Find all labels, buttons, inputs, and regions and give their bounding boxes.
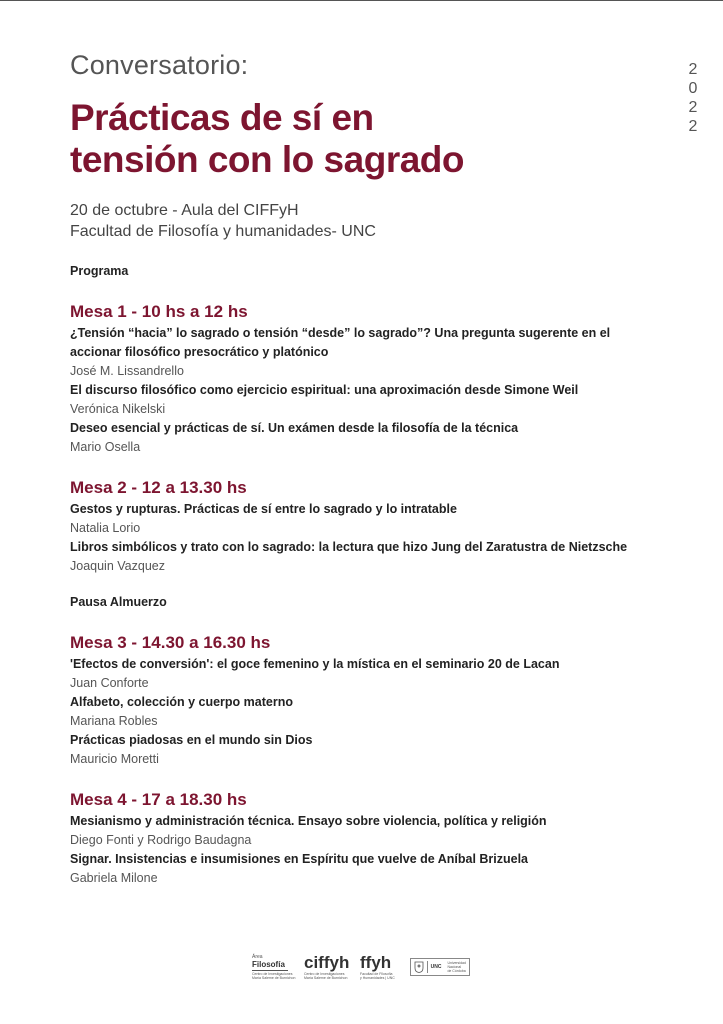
year-digit: 0: [688, 80, 698, 97]
year-vertical: [686, 60, 700, 136]
ffyh-logo: [360, 954, 404, 980]
speaker: Gabriela Milone: [70, 871, 158, 885]
area-divider: [252, 970, 288, 971]
year-digit: 2: [688, 61, 698, 78]
unc-logo: [410, 958, 470, 976]
event-title-line-2: tensión con lo sagrado: [70, 139, 464, 180]
talk-title: Gestos y rupturas. Prácticas de sí entre lo sagrado y lo intratable: [70, 502, 457, 516]
mesa-1: [70, 301, 670, 457]
speaker: Mario Osella: [70, 440, 141, 454]
date-place: 20 de octubre - Aula del CIFFyH: [70, 202, 299, 219]
speaker: Juan Conforte: [70, 676, 149, 690]
ffyh-sub: Facultad de Filosofía: [360, 972, 393, 976]
area-filosofia-logo: [252, 954, 296, 980]
talk-title: El discurso filosófico como ejercicio espiritual: una aproximación desde Simone Weil: [70, 383, 579, 397]
mesa-title: Mesa 3 - 14.30 a 16.30 hs: [70, 633, 271, 652]
mesa-2: [70, 477, 670, 576]
program-label: Programa: [70, 264, 129, 278]
year-digit: 2: [688, 118, 698, 135]
ciffyh-wordmark: ciffyh: [304, 953, 350, 972]
mesa-title: Mesa 4 - 17 a 18.30 hs: [70, 790, 247, 809]
talk-title: Alfabeto, colección y cuerpo materno: [70, 695, 293, 709]
mesa-4: [70, 789, 670, 888]
lunch-break: Pausa Almuerzo: [70, 595, 167, 609]
event-type: Conversatorio:: [70, 50, 249, 80]
faculty: Facultad de Filosofía y humanidades- UNC: [70, 223, 376, 240]
unc-sub-line: Nacional: [447, 965, 462, 969]
ffyh-wordmark: ffyh: [360, 953, 392, 972]
sponsor-logos: [252, 946, 470, 988]
unc-wordmark: UNC: [430, 964, 442, 970]
talk-title: Mesianismo y administración técnica. Ensayo sobre violencia, política y religión: [70, 814, 547, 828]
ciffyh-sub: Centro de Investigaciones: [304, 972, 345, 976]
talk-title: ¿Tensión “hacia” lo sagrado o tensión “desde” lo sagrado”? Una pregunta sugerente en el: [70, 326, 611, 340]
talk-title-cont: accionar filosófico presocrático y platónico: [70, 345, 329, 359]
speaker: Mariana Robles: [70, 714, 158, 728]
talk-title: Prácticas piadosas en el mundo sin Dios: [70, 733, 313, 747]
unc-sub-line: de Córdoba: [447, 969, 466, 973]
ffyh-sub: y Humanidades | UNC: [360, 976, 395, 980]
event-title-line-1: Prácticas de sí en: [70, 97, 374, 138]
speaker: Natalia Lorio: [70, 521, 141, 535]
top-rule: [0, 0, 723, 1]
unc-sub: [447, 961, 465, 973]
speaker: Mauricio Moretti: [70, 752, 159, 766]
event-info: [70, 200, 376, 242]
unc-seal-icon: [414, 961, 424, 973]
area-big-label: Filosofía: [252, 960, 285, 969]
area-small-label: Área: [252, 954, 263, 960]
speaker: Verónica Nikelski: [70, 402, 166, 416]
talk-title: Signar. Insistencias e insumisiones en Espíritu que vuelve de Aníbal Brizuela: [70, 852, 529, 866]
ciffyh-sub: María Saleme de Burnichon: [304, 976, 348, 980]
area-sub-label: María Saleme de Burnichon: [252, 976, 296, 980]
talk-title: Deseo esencial y prácticas de sí. Un exámen desde la filosofía de la técnica: [70, 421, 519, 435]
speaker: Joaquin Vazquez: [70, 559, 165, 573]
unc-divider: [427, 961, 428, 973]
area-sub-label: Centro de Investigaciones: [252, 972, 293, 976]
mesa-3: [70, 632, 670, 769]
event-title: [70, 97, 610, 181]
year-digit: 2: [688, 99, 698, 116]
mesa-title: Mesa 2 - 12 a 13.30 hs: [70, 478, 247, 497]
speaker: José M. Lissandrello: [70, 364, 184, 378]
talk-title: Libros simbólicos y trato con lo sagrado: la lectura que hizo Jung del Zaratustra de Nietzsche: [70, 540, 628, 554]
unc-sub-line: Universidad: [447, 961, 466, 965]
talk-title: 'Efectos de conversión': el goce femenino y la mística en el seminario 20 de Lacan: [70, 657, 560, 671]
speaker: Diego Fonti y Rodrigo Baudagna: [70, 833, 252, 847]
ciffyh-logo: [304, 954, 352, 980]
mesa-title: Mesa 1 - 10 hs a 12 hs: [70, 302, 248, 321]
